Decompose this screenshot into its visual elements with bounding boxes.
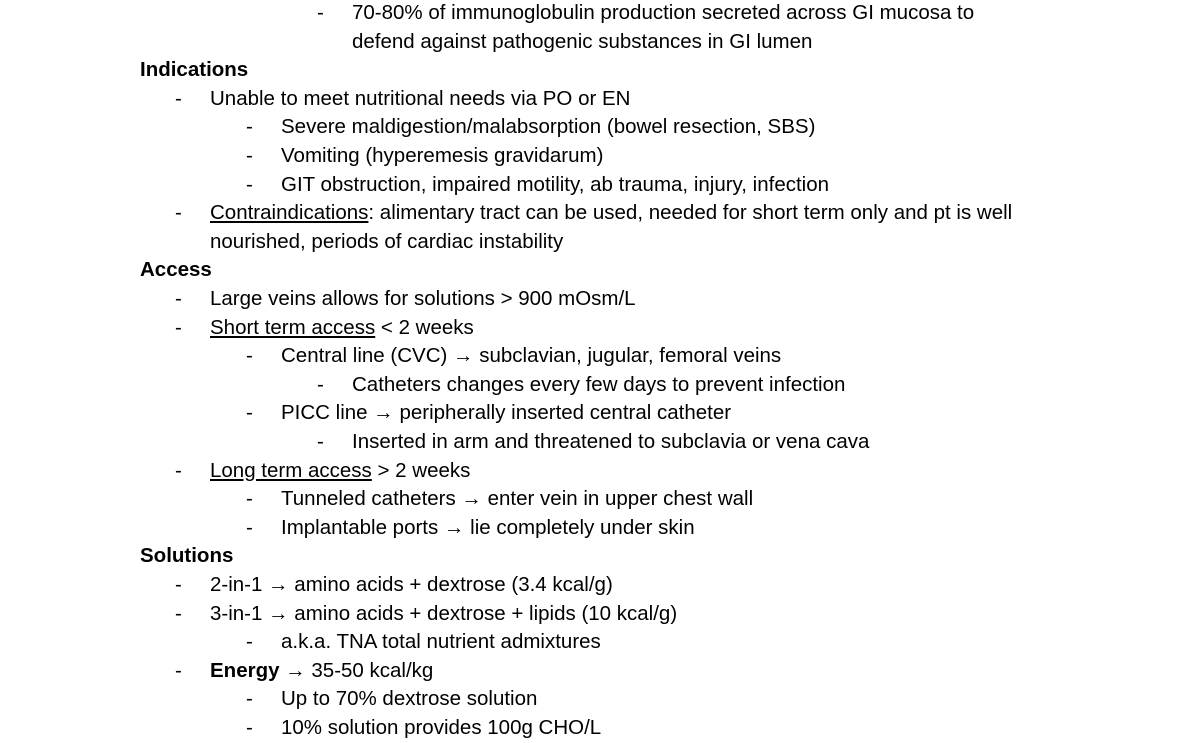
list-item-text: 10% solution provides 100g CHO/L [281, 716, 602, 739]
bullet-dash: - [175, 287, 182, 310]
list-item-continuation [210, 228, 563, 257]
list-item [210, 199, 1012, 228]
list-item-text: Implantable ports → lie completely under skin [281, 515, 695, 539]
list-item-text: Inserted in arm and threatened to subclavia or vena cava [352, 430, 870, 453]
list-item [210, 285, 636, 314]
bullet-dash: - [175, 601, 182, 625]
bullet-dash: - [246, 115, 253, 139]
section-heading [140, 542, 233, 571]
bullet-dash: - [246, 487, 253, 511]
list-item-text: Central line (CVC) → subclavian, jugular, femoral veins [281, 344, 782, 368]
bullet-dash: - [175, 201, 182, 225]
list-item [210, 85, 630, 114]
list-item-text: defend against pathogenic substances in GI lumen [352, 29, 813, 53]
underlined-term: Short term access [210, 315, 376, 339]
list-item-text: 3-in-1 → amino acids + dextrose + lipids (10 kcal/g) [210, 601, 678, 625]
section-heading [140, 256, 212, 285]
list-item-text: Vomiting (hyperemesis gravidarum) [281, 144, 604, 167]
list-item [281, 113, 815, 142]
list-item [281, 342, 781, 371]
list-item-text: Solutions [140, 544, 234, 568]
list-item [281, 685, 537, 714]
bullet-dash: - [317, 1, 324, 24]
bullet-dash: - [317, 430, 324, 453]
list-item-text: PICC line → peripherally inserted central catheter [281, 401, 732, 425]
list-item [281, 485, 753, 514]
bullet-dash: - [246, 401, 253, 425]
list-item [281, 628, 601, 657]
section-heading [140, 56, 248, 85]
bold-term: Energy [210, 658, 280, 682]
list-item-text: : alimentary tract can be used, needed for short term only and pt is well [368, 201, 1013, 225]
bullet-dash: - [175, 658, 182, 682]
bullet-dash: - [175, 573, 182, 596]
list-item [352, 371, 845, 400]
list-item [210, 457, 470, 486]
list-item-text: Up to 70% dextrose solution [281, 687, 538, 711]
list-item-text: > 2 weeks [371, 458, 471, 482]
list-item-text: Severe maldigestion/malabsorption (bowel resection, SBS) [281, 115, 816, 139]
bullet-dash: - [246, 172, 253, 196]
list-item-text: nourished, periods of cardiac instability [210, 229, 564, 253]
list-item-text: Tunneled catheters → enter vein in upper chest wall [281, 487, 754, 511]
list-item-text: Large veins allows for solutions > 900 mOsm/L [210, 287, 636, 310]
list-item [210, 657, 433, 686]
bullet-dash: - [246, 630, 253, 654]
list-item-text: Indications [140, 58, 249, 82]
list-item-text: 70-80% of immunoglobulin production secreted across GI mucosa to [352, 1, 975, 24]
underlined-term: Contraindications [210, 201, 369, 225]
bullet-dash: - [317, 372, 324, 396]
list-item [210, 571, 613, 600]
bullet-dash: - [175, 86, 182, 110]
list-item-text: < 2 weeks [375, 315, 474, 339]
list-item [281, 714, 601, 743]
underlined-term: Long term access [210, 458, 372, 482]
list-item-text: a.k.a. TNA total nutrient admixtures [281, 630, 601, 654]
list-item-text: → 35-50 kcal/kg [279, 658, 434, 682]
bullet-dash: - [246, 716, 253, 739]
list-item [210, 314, 474, 343]
list-item [210, 600, 677, 629]
bullet-dash: - [246, 344, 253, 368]
list-item-text: Access [140, 258, 212, 282]
list-item [352, 0, 974, 28]
list-item [281, 399, 731, 428]
bullet-dash: - [175, 458, 182, 482]
bullet-dash: - [246, 144, 253, 167]
list-item-text: Unable to meet nutritional needs via PO or EN [210, 86, 631, 110]
list-item [281, 171, 829, 200]
bullet-dash: - [246, 687, 253, 711]
list-item-text: Catheters changes every few days to prevent infection [352, 372, 846, 396]
bullet-dash: - [175, 315, 182, 339]
list-item-continuation [352, 28, 812, 57]
list-item-text: GIT obstruction, impaired motility, ab trauma, injury, infection [281, 172, 830, 196]
list-item [281, 142, 603, 171]
list-item [281, 514, 695, 543]
bullet-dash: - [246, 515, 253, 539]
list-item-text: 2-in-1 → amino acids + dextrose (3.4 kcal/g) [210, 573, 613, 596]
list-item [352, 428, 869, 457]
